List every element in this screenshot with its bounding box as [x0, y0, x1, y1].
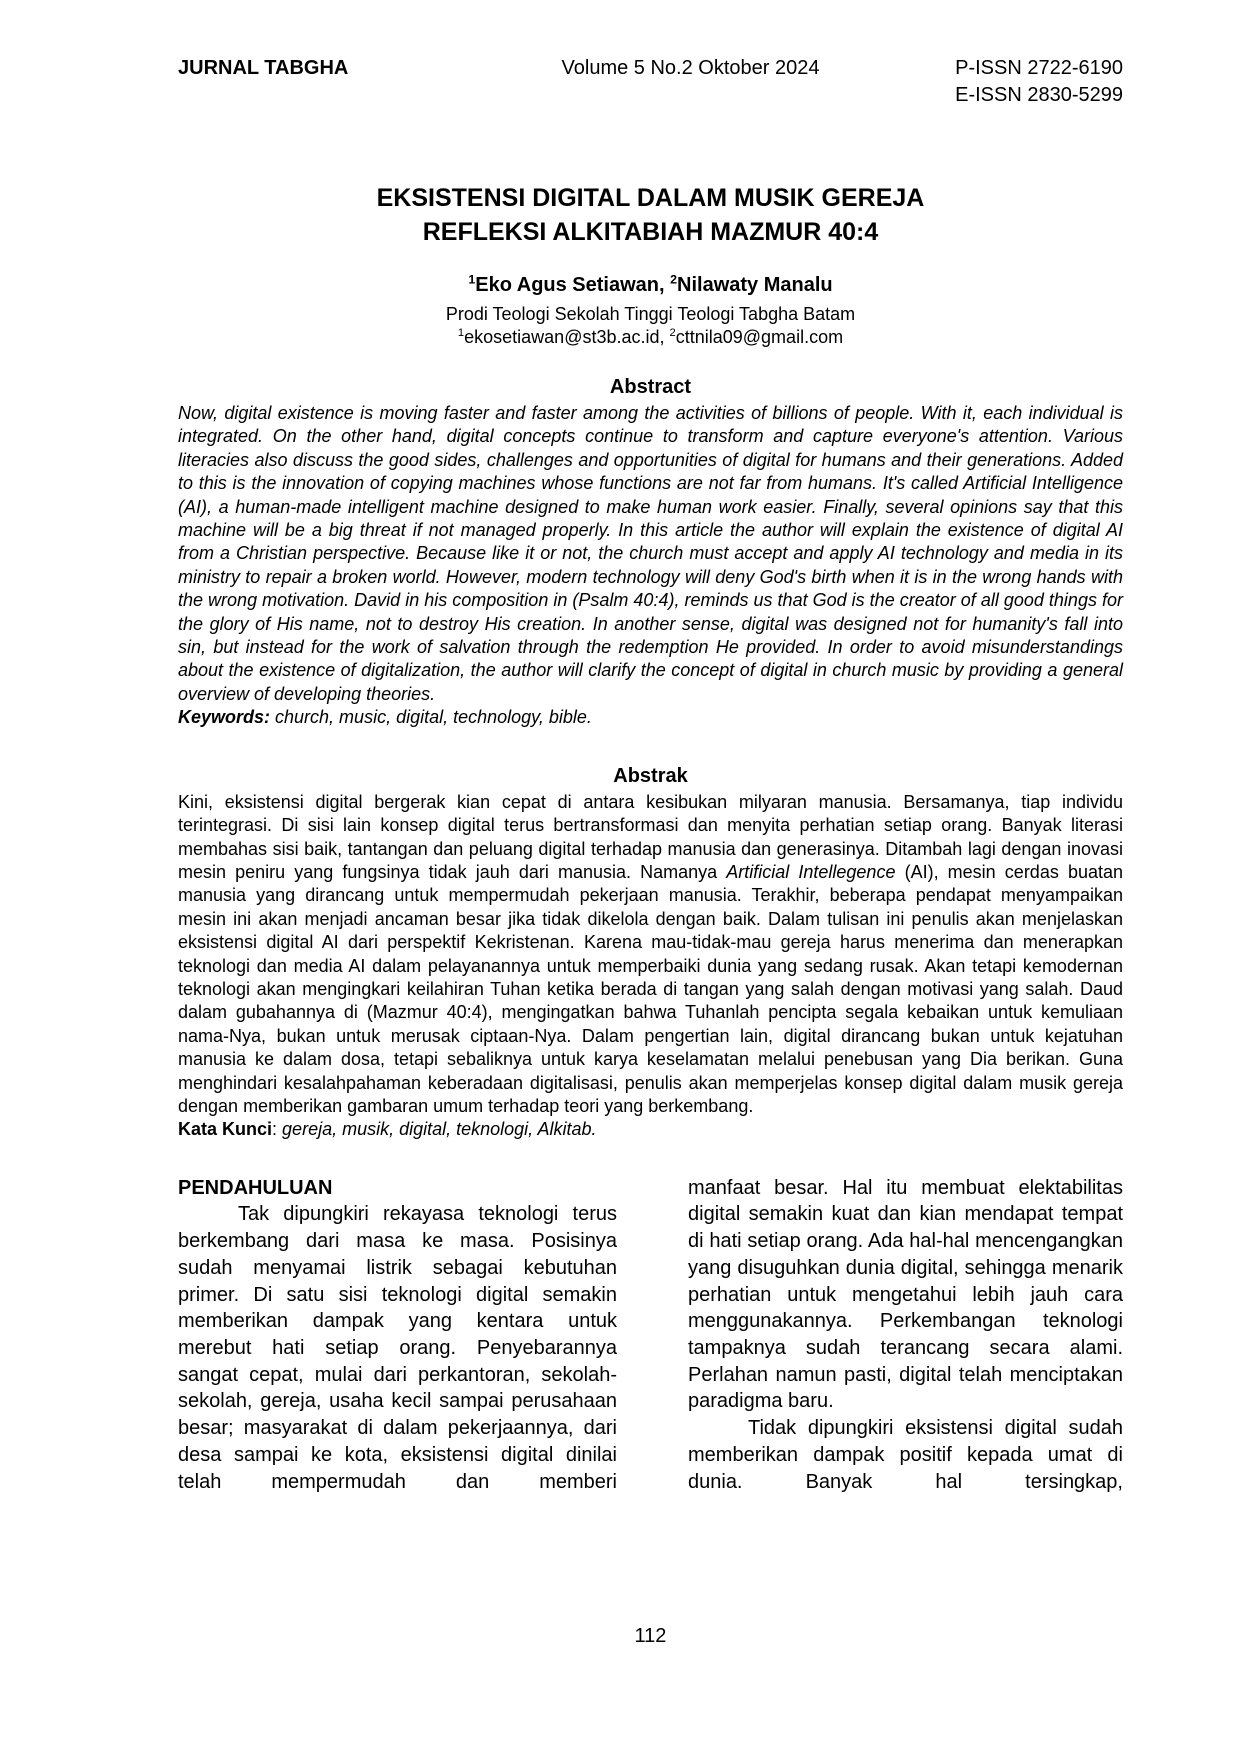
author2-name: Nilawaty Manalu [677, 274, 833, 296]
email2-address: cttnila09@gmail.com [675, 327, 844, 347]
author-line [178, 273, 1123, 297]
email1-address: ekosetiawan@st3b.ac.id, [464, 327, 670, 347]
running-head [178, 55, 1123, 109]
right-column [688, 1175, 1123, 1495]
issn-block [903, 55, 1123, 109]
introduction-paragraph-left: Tak dipungkiri rekayasa teknologi terus berkembang dari masa ke masa. Posisinya sudah menyamai listrik sebagai kebutuhan primer. Di satu sisi teknologi digital semakin memberikan dampak yang kentara untuk merebut hati setiap orang. Penyebarannya sangat cepat, mulai dari perkantoran, sekolah-sekolah, gereja, usaha kecil sampai perusahaan besar; masyarakat di dalam pekerjaannya, dari desa sampai ke kota, eksistensi digital dinilai telah mempermudah dan memberi [178, 1203, 617, 1493]
abstract-en-body: Now, digital existence is moving faster and faster among the activities of billions of people. With it, each individual is integrated. On the other hand, digital concepts continue to transform and capture everyone's attention. Various literacies also discuss the good sides, challenges and opportunities of digital for humans and their generations. Added to this is the innovation of copying machines whose functions are not far from humans. It's called Artificial Intelligence (AI), a human-made intelligent machine designed to make human work easier. Finally, several opinions say that this machine will be a big threat if not managed properly. In this article the author will explain the existence of digital AI from a Christian perspective. Because like it or not, the church must accept and apply AI technology and media in its ministry to repair a broken world. However, modern technology will deny God's birth when it is in the wrong hands with the wrong motivation. David in his composition in (Psalm 40:4), reminds us that God is the creator of all good things for the glory of His name, not to destroy His creation. In another sense, digital was designed not for humanity's fall into sin, but instead for the work of salvation through the redemption He provided. In order to avoid misunderstandings about the existence of digitalization, the author will clarify the concept of digital in church music by providing a general overview of developing theories. [178, 403, 1123, 704]
abstract-id-body [178, 791, 1123, 1119]
article-title-line1: EKSISTENSI DIGITAL DALAM MUSIK GEREJA [376, 184, 925, 212]
abstract-id-italic-term: Artificial Intellegence [726, 861, 896, 882]
article-title [178, 181, 1123, 249]
introduction-paragraph-right-continuation: manfaat besar. Hal itu membuat elektabilitas digital semakin kuat dan kian mendapat tempat di hati setiap orang. Ada hal-hal mencengangkan yang disuguhkan dunia digital, sehingga menarik perhatian untuk mengetahui lebih jauh cara menggunakannya. Perkembangan teknologi tampaknya sudah terancang secara alami. Perlahan namun pasti, digital telah menciptakan paradigma baru. [688, 1176, 1123, 1413]
keywords-en-line [178, 706, 1123, 729]
email1-superscript: 1 [457, 327, 465, 339]
abstract-en-heading: Abstract [609, 376, 692, 398]
two-column-body [178, 1175, 1123, 1495]
affiliation: Prodi Teologi Sekolah Tinggi Teologi Tabgha Batam [445, 304, 856, 324]
keywords-en-list: church, music, digital, technology, bible. [270, 707, 592, 728]
email2-superscript: 2 [669, 327, 676, 339]
keywords-id-label: Kata Kunci [178, 1119, 273, 1140]
keywords-id-list: gereja, musik, digital, teknologi, Alkitab. [282, 1119, 597, 1140]
keywords-id-separator: : [272, 1119, 283, 1140]
p-issn: P-ISSN 2722-6190 [955, 57, 1123, 79]
keywords-en-label: Keywords: [178, 707, 271, 728]
abstract-id-heading: Abstrak [613, 764, 688, 787]
introduction-heading: PENDAHULUAN [178, 1176, 333, 1199]
author1-superscript: 1 [468, 272, 476, 287]
email-line [178, 326, 1123, 349]
e-issn: E-ISSN 2830-5299 [955, 84, 1123, 106]
abstract-id-part1: Kini, eksistensi digital bergerak kian cepat di antara kesibukan milyaran manusia. Bersamanya, tiap individu terintegrasi. Di sisi lain konsep digital terus bertransformasi dan menyita perhatian setiap orang. Banyak literasi membahas sisi baik, tantangan dan peluang digital terhadap manusia dan generasinya. Ditambah lagi dengan inovasi mesin peniru yang fungsinya tidak jauh dari manusia. Namanya [178, 791, 1123, 882]
keywords-id-line [178, 1118, 1123, 1141]
author1-name: Eko Agus Setiawan, [475, 274, 671, 296]
journal-name: JURNAL TABGHA [178, 57, 349, 79]
left-column [178, 1175, 617, 1495]
introduction-paragraph-2: Tidak dipungkiri eksistensi digital sudah memberikan dampak positif kepada umat di dunia. Banyak hal tersingkap, [688, 1417, 1123, 1493]
volume-issue: Volume 5 No.2 Oktober 2024 [561, 57, 820, 79]
article-title-line2: REFLEKSI ALKITABIAH MAZMUR 40:4 [422, 218, 879, 246]
page-number: 112 [634, 1625, 667, 1647]
author2-superscript: 2 [670, 272, 678, 287]
abstract-id-part2: (AI), mesin cerdas buatan manusia yang dirancang untuk mempermudah pekerjaan manusia. Terakhir, beberapa pendapat menyampaikan mesin ini akan menjadi ancaman besar jika tidak dikelola dengan baik. Dalam tulisan ini penulis akan menjelaskan eksistensi digital AI dari perspektif Kekristenan. Karena mau-tidak-mau gereja harus menerima dan menerapkan teknologi dan media AI dalam pelayanannya untuk memperbaiki dunia yang sedang rusak. Akan tetapi kemodernan teknologi akan mengingkari keilahiran Tuhan ketika berada di tangan yang salah dengan motivasi yang salah. Daud dalam gubahannya di (Mazmur 40:4), mengingatkan bahwa Tuhanlah pencipta segala kebaikan untuk kemuliaan nama-Nya, bukan untuk merusak ciptaan-Nya. Dalam pengertian lain, digital dirancang bukan untuk kejatuhan manusia ke dalam dosa, tetapi sebaliknya untuk karya keselamatan melalui penebusan yang Dia berikan. Guna menghindari kesalahpahaman keberadaan digitalisasi, penulis akan memperjelas konsep digital dalam musik gereja dengan memberikan gambaran umum terhadap teori yang berkembang. [178, 861, 1123, 1116]
